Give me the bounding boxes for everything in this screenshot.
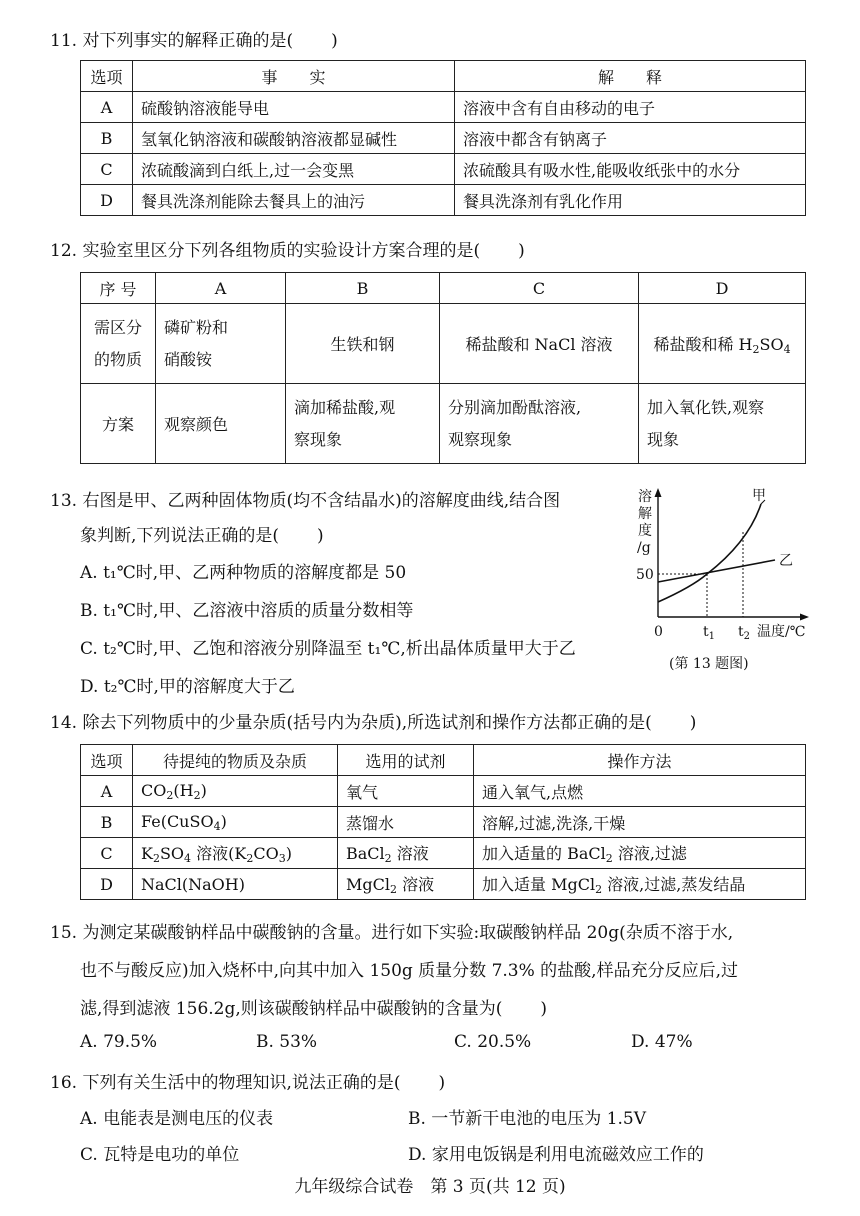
table-header-row bbox=[81, 61, 806, 92]
question-11-stem: 11. 对下列事实的解释正确的是( ) bbox=[50, 31, 338, 51]
table-row bbox=[81, 776, 806, 807]
table-row bbox=[81, 807, 806, 838]
q13-option-b: B. t₁℃时,甲、乙溶液中溶质的质量分数相等 bbox=[80, 601, 414, 621]
svg-text:/g: /g bbox=[637, 540, 651, 556]
cell-reagent: 蒸馏水 bbox=[338, 807, 474, 838]
table-row bbox=[81, 869, 806, 900]
x-axis-arrow bbox=[800, 614, 809, 621]
q16-option-b: B. 一节新干电池的电压为 1.5V bbox=[408, 1109, 647, 1129]
cell-substance: Fe(CuSO$_4$) bbox=[133, 807, 338, 838]
question-15-stem: 15. 为测定某碳酸钠样品中碳酸钠的含量。进行如下实验:取碳酸钠样品 20g(杂质不溶于水, bbox=[50, 923, 734, 943]
cell-option: D bbox=[81, 869, 133, 900]
cell-substance: $CO_2(H_2)$ bbox=[133, 776, 338, 807]
cell-method: 加入适量的 BaCl$_2$ 溶液,过滤 bbox=[474, 838, 806, 869]
header-option: 选项 bbox=[81, 61, 133, 92]
question-15-stem-cont: 也不与酸反应)加入烧杯中,向其中加入 150g 质量分数 7.3% 的盐酸,样品充分反应后,过 bbox=[80, 961, 738, 981]
question-12-stem: 12. 实验室里区分下列各组物质的实验设计方案合理的是( ) bbox=[50, 241, 525, 261]
label-jia: 甲 bbox=[752, 488, 766, 504]
cell-option: B bbox=[81, 807, 133, 838]
table-header-row: 序 号 A B C D bbox=[81, 273, 806, 304]
svg-text:解: 解 bbox=[638, 506, 652, 522]
q12-d-substances: 稀盐酸和稀 $H_2SO_4$ bbox=[639, 304, 806, 384]
y-axis-arrow bbox=[655, 488, 662, 497]
t2-label: $t_2$ bbox=[738, 624, 751, 642]
table-header-row: 选项 待提纯的物质及杂质 选用的试剂 操作方法 bbox=[81, 745, 806, 776]
question-13-stem-cont: 象判断,下列说法正确的是( ) bbox=[80, 526, 324, 546]
table-row: 方案 观察颜色 滴加稀盐酸,观 察现象 分别滴加酚酞溶液, 观察现象 加入氧化铁,观察 现象 bbox=[81, 384, 806, 464]
svg-text:度: 度 bbox=[638, 523, 652, 539]
question-12-table bbox=[80, 272, 806, 464]
cell-reagent: BaCl$_2$ 溶液 bbox=[338, 838, 474, 869]
table-row bbox=[81, 838, 806, 869]
q13-option-d: D. t₂℃时,甲的溶解度大于乙 bbox=[80, 677, 295, 697]
cell-substance: NaCl(NaOH) bbox=[133, 869, 338, 900]
question-11-table bbox=[80, 60, 806, 216]
table-row: B 氢氧化钠溶液和碳酸钠溶液都显碱性 溶液中都含有钠离子 bbox=[81, 123, 806, 154]
q15-option-d: D. 47% bbox=[631, 1032, 693, 1052]
y-axis-label: 溶 bbox=[638, 489, 652, 505]
cell-option: C bbox=[81, 838, 133, 869]
q15-option-c: C. 20.5% bbox=[454, 1032, 532, 1052]
q15-option-b: B. 53% bbox=[256, 1032, 318, 1052]
label-yi: 乙 bbox=[779, 553, 793, 569]
cell-method: 溶解,过滤,洗涤,干燥 bbox=[474, 807, 806, 838]
table-row: C 浓硫酸滴到白纸上,过一会变黑 浓硫酸具有吸水性,能吸收纸张中的水分 bbox=[81, 154, 806, 185]
cell-option: A bbox=[81, 776, 133, 807]
table-row: A 硫酸钠溶液能导电 溶液中含有自由移动的电子 bbox=[81, 92, 806, 123]
y-tick-50: 50 bbox=[636, 567, 654, 583]
origin-label: 0 bbox=[654, 624, 663, 640]
q13-option-a: A. t₁℃时,甲、乙两种物质的溶解度都是 50 bbox=[80, 563, 407, 583]
cell-reagent: 氧气 bbox=[338, 776, 474, 807]
question-13-stem: 13. 右图是甲、乙两种固体物质(均不含结晶水)的溶解度曲线,结合图 bbox=[50, 491, 561, 511]
q16-option-d: D. 家用电饭锅是利用电流磁效应工作的 bbox=[408, 1145, 704, 1165]
q16-option-c: C. 瓦特是电功的单位 bbox=[80, 1145, 240, 1165]
cell-method: 通入氧气,点燃 bbox=[474, 776, 806, 807]
table-row: 需区分 的物质 磷矿粉和 硝酸铵 生铁和钢 稀盐酸和 NaCl 溶液 稀盐酸和稀 $H_2SO_4$ bbox=[81, 304, 806, 384]
cell-substance: $K_2SO_4$ 溶液$(K_2CO_3)$ bbox=[133, 838, 338, 869]
question-14-stem: 14. 除去下列物质中的少量杂质(括号内为杂质),所选试剂和操作方法都正确的是( ) bbox=[50, 713, 697, 733]
q16-option-a: A. 电能表是测电压的仪表 bbox=[80, 1109, 274, 1129]
cell-reagent: MgCl$_2$ 溶液 bbox=[338, 869, 474, 900]
page-footer: 九年级综合试卷 第 3 页(共 12 页) bbox=[294, 1177, 566, 1197]
solubility-curve-graph bbox=[625, 482, 815, 682]
q15-option-a: A. 79.5% bbox=[80, 1032, 158, 1052]
curve-yi bbox=[658, 560, 775, 582]
figure-caption: (第 13 题图) bbox=[669, 656, 749, 672]
question-15-stem-cont2: 滤,得到滤液 156.2g,则该碳酸钠样品中碳酸钠的含量为( ) bbox=[80, 999, 548, 1019]
question-14-table bbox=[80, 744, 806, 900]
table-row: D 餐具洗涤剂能除去餐具上的油污 餐具洗涤剂有乳化作用 bbox=[81, 185, 806, 216]
question-16-stem: 16. 下列有关生活中的物理知识,说法正确的是( ) bbox=[50, 1073, 446, 1093]
x-axis-label: 温度/℃ bbox=[757, 624, 806, 640]
curve-jia bbox=[658, 504, 761, 602]
t1-label: $t_1$ bbox=[703, 624, 716, 642]
header-explanation: 解 释 bbox=[455, 61, 806, 92]
header-fact: 事 实 bbox=[133, 61, 455, 92]
q13-option-c: C. t₂℃时,甲、乙饱和溶液分别降温至 t₁℃,析出晶体质量甲大于乙 bbox=[80, 639, 576, 659]
cell-method: 加入适量 MgCl$_2$ 溶液,过滤,蒸发结晶 bbox=[474, 869, 806, 900]
